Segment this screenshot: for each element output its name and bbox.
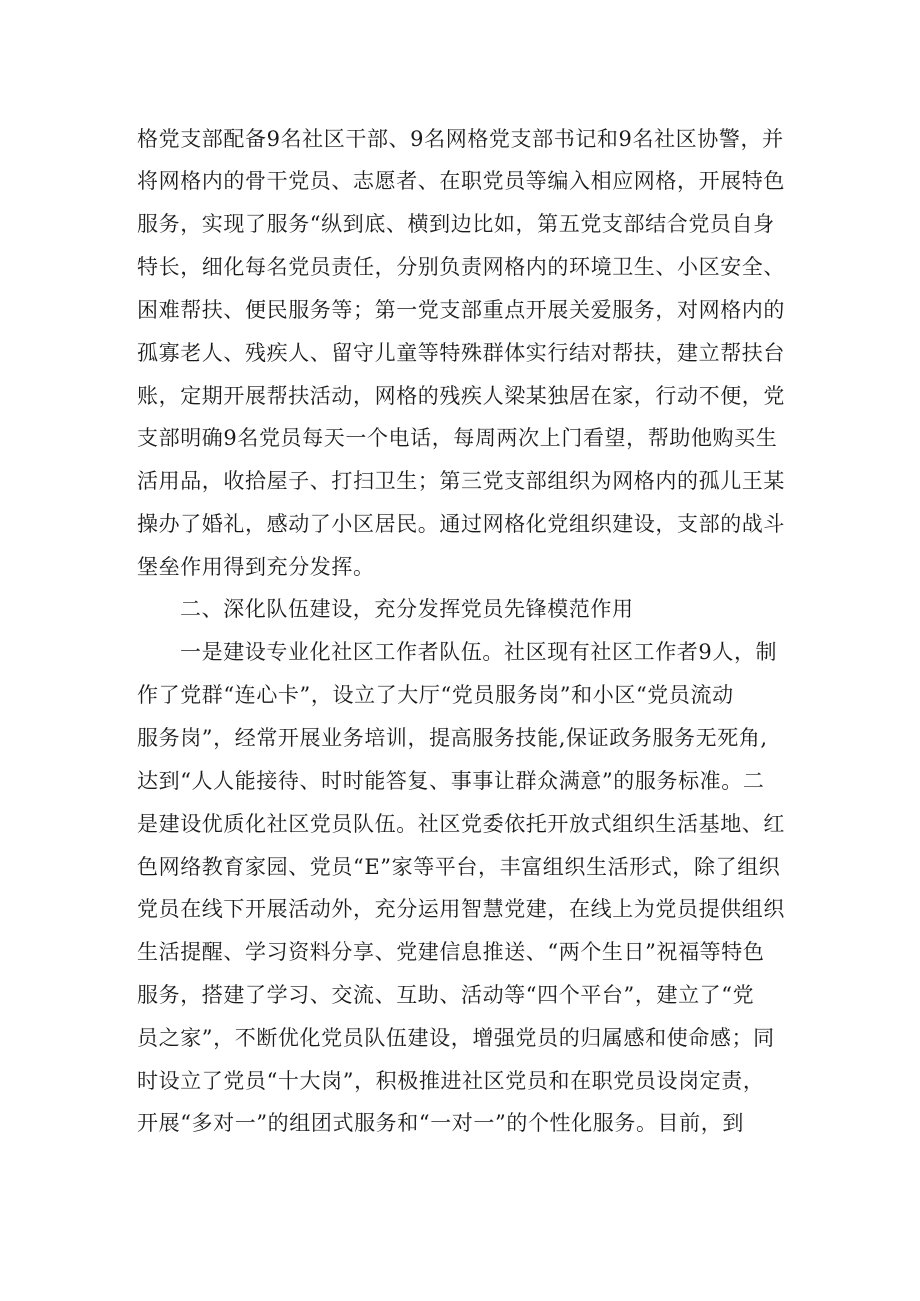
text-line-15: 服务岗”，经常开展业务培训，提高服务技能,保证政务服务无死角, bbox=[137, 726, 768, 750]
text-line-4: 特长，细化每名党员责任，分别负责网格内的环境卫生、小区安全、 bbox=[137, 255, 785, 279]
text-line-3: 服务，实现了服务“纵到底、横到边比如，第五党支部结合党员自身 bbox=[137, 212, 775, 236]
text-line-16: 达到“人人能接待、时时能答复、事事让群众满意”的服务标准。二 bbox=[137, 769, 765, 793]
text-line-5: 困难帮扶、便民服务等；第一党支部重点开展关爱服务，对网格内的 bbox=[137, 298, 785, 322]
text-line-1: 格党支部配备9名社区干部、9名网格党支部书记和9名社区协警，并 bbox=[137, 127, 784, 151]
section-heading: 二、深化队伍建设，充分发挥党员先锋模范作用 bbox=[180, 597, 634, 621]
text-line-20: 生活提醒、学习资料分享、党建信息推送、“两个生日”祝福等特色 bbox=[137, 940, 765, 964]
text-line-17: 是建设优质化社区党员队伍。社区党委依托开放式组织生活基地、红 bbox=[137, 812, 785, 836]
text-line-24: 开展“多对一”的组团式服务和“一对一”的个性化服务。目前，到 bbox=[137, 1111, 744, 1135]
text-line-8: 支部明确9名党员每天一个电话，每周两次上门看望，帮助他购买生 bbox=[137, 426, 778, 450]
text-line-14: 作了党群“连心卡”，设立了大厅“党员服务岗”和小区“党员流动 bbox=[137, 683, 734, 707]
text-line-21: 服务，搭建了学习、交流、互助、活动等“四个平台”，建立了“党 bbox=[137, 983, 755, 1007]
text-line-19: 党员在线下开展活动外，充分运用智慧党建，在线上为党员提供组织 bbox=[137, 897, 785, 921]
paragraph-first-line: 一是建设专业化社区工作者队伍。社区现有社区工作者9人，制 bbox=[180, 640, 778, 664]
text-line-10: 操办了婚礼，感动了小区居民。通过网格化党组织建设，支部的战斗 bbox=[137, 512, 785, 536]
text-line-11: 堡垒作用得到充分发挥。 bbox=[137, 555, 375, 579]
text-line-9: 活用品，收拾屋子、打扫卫生；第三党支部组织为网格内的孤儿王某 bbox=[137, 469, 785, 493]
text-line-22: 员之家”，不断优化党员队伍建设，增强党员的归属感和使命感；同 bbox=[137, 1026, 775, 1050]
text-line-7: 账，定期开展帮扶活动，网格的残疾人梁某独居在家，行动不便，党 bbox=[137, 384, 785, 408]
text-line-6: 孤寡老人、残疾人、留守儿童等特殊群体实行结对帮扶，建立帮扶台 bbox=[137, 341, 785, 365]
text-line-2: 将网格内的骨干党员、志愿者、在职党员等编入相应网格，开展特色 bbox=[137, 169, 785, 193]
text-line-23: 时设立了党员“十大岗”，积极推进社区党员和在职党员设岗定责， bbox=[137, 1069, 765, 1093]
text-line-18: 色网络教育家园、党员“E”家等平台，丰富组织生活形式，除了组织 bbox=[137, 855, 781, 879]
